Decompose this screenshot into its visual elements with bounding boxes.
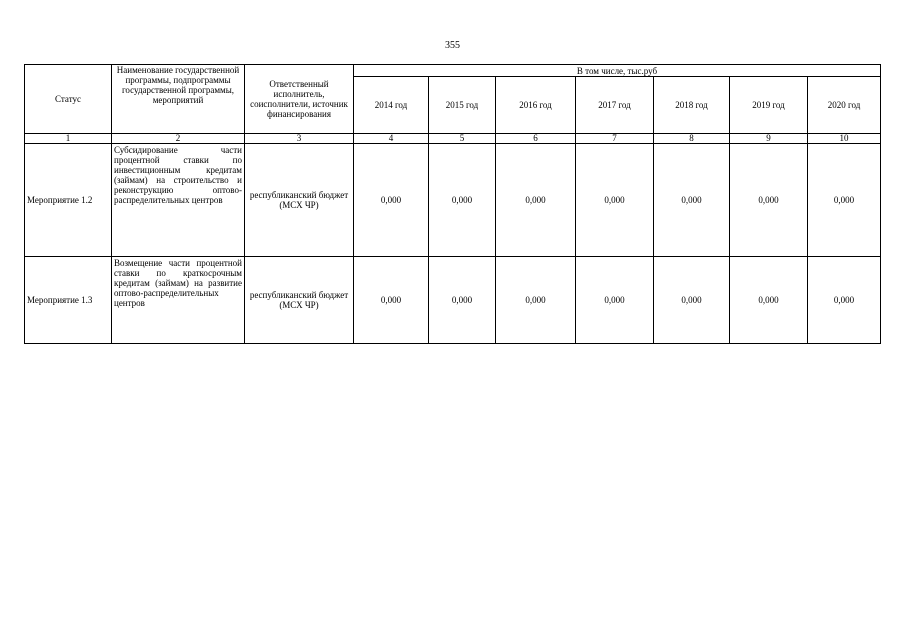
column-number: 3 <box>245 134 354 144</box>
header-status: Статус <box>25 65 112 134</box>
row-responsible: республиканский бюджет (МСХ ЧР) <box>245 144 354 257</box>
row-value: 0,000 <box>576 257 654 344</box>
header-name: Наименование государственной программы, подпрограммы государственной программы, мероприятий <box>112 65 245 134</box>
header-year: 2018 год <box>654 77 730 134</box>
row-responsible: республиканский бюджет (МСХ ЧР) <box>245 257 354 344</box>
column-number: 6 <box>496 134 576 144</box>
page-number: 355 <box>445 40 460 51</box>
row-name: Субсидирование части процентной ставки по инвестиционным кредитам (займам) на строительство и реконструкцию оптово-распределительных центров <box>112 144 245 257</box>
row-value: 0,000 <box>496 144 576 257</box>
column-number: 7 <box>576 134 654 144</box>
header-year: 2017 год <box>576 77 654 134</box>
header-year: 2020 год <box>808 77 881 134</box>
row-value: 0,000 <box>808 144 881 257</box>
budget-table <box>24 64 881 344</box>
table-row <box>25 257 881 344</box>
column-number: 9 <box>730 134 808 144</box>
column-number: 10 <box>808 134 881 144</box>
header-group-amount: В том числе, тыс.руб <box>354 65 881 77</box>
row-value: 0,000 <box>354 144 429 257</box>
row-value: 0,000 <box>429 144 496 257</box>
header-year: 2015 год <box>429 77 496 134</box>
column-number-row <box>25 134 881 144</box>
header-year: 2014 год <box>354 77 429 134</box>
row-value: 0,000 <box>576 144 654 257</box>
row-status: Мероприятие 1.3 <box>25 257 112 344</box>
row-name: Возмещение части процентной ставки по краткосрочным кредитам (займам) на развитие оптово-распределительных центров <box>112 257 245 344</box>
row-value: 0,000 <box>496 257 576 344</box>
header-responsible: Ответственный исполнитель, соисполнители, источник финансирования <box>245 65 354 134</box>
table-row <box>25 144 881 257</box>
row-value: 0,000 <box>429 257 496 344</box>
column-number: 8 <box>654 134 730 144</box>
column-number: 5 <box>429 134 496 144</box>
column-number: 2 <box>112 134 245 144</box>
row-value: 0,000 <box>808 257 881 344</box>
row-status: Мероприятие 1.2 <box>25 144 112 257</box>
header-row-top <box>25 65 881 77</box>
column-number: 1 <box>25 134 112 144</box>
header-year: 2016 год <box>496 77 576 134</box>
row-value: 0,000 <box>654 144 730 257</box>
row-value: 0,000 <box>354 257 429 344</box>
header-year: 2019 год <box>730 77 808 134</box>
column-number: 4 <box>354 134 429 144</box>
row-value: 0,000 <box>730 257 808 344</box>
row-value: 0,000 <box>654 257 730 344</box>
row-value: 0,000 <box>730 144 808 257</box>
